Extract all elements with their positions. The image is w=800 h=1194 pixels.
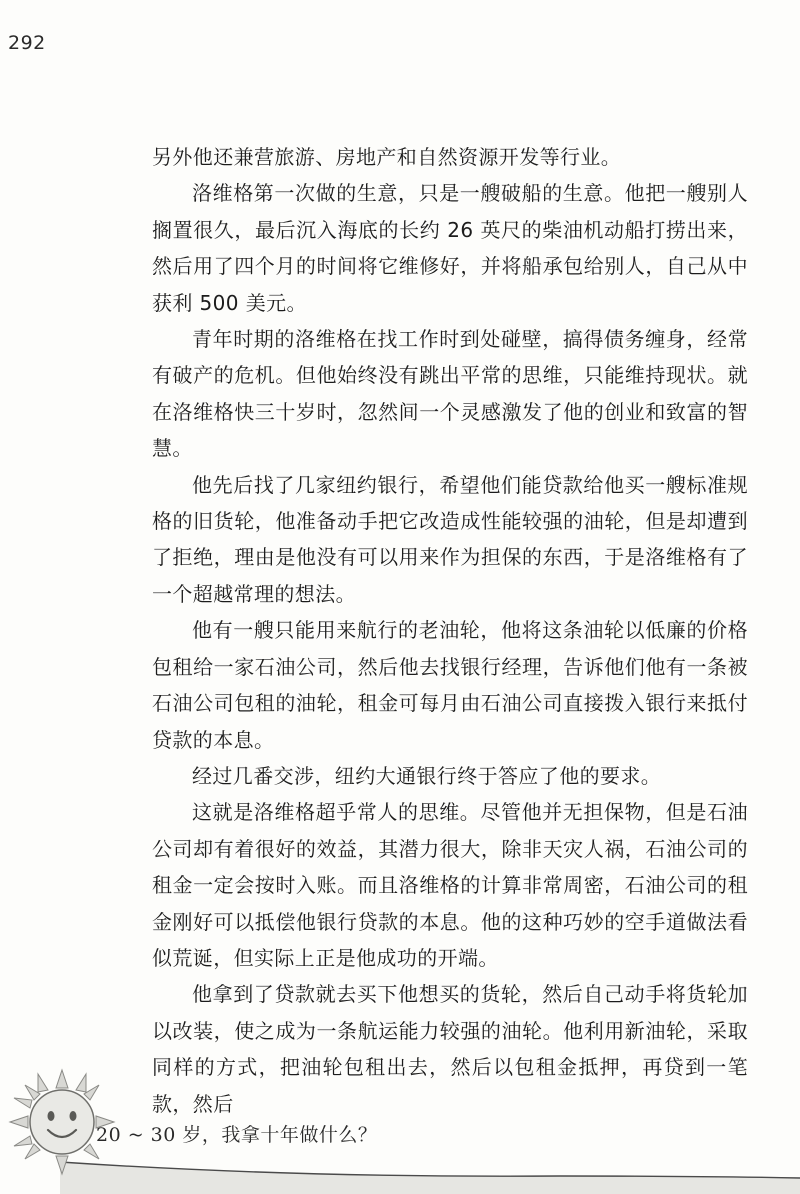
page-number: 292 <box>8 32 46 54</box>
paragraph: 青年时期的洛维格在找工作时到处碰壁，搞得债务缠身，经常有破产的危机。但他始终没有跳出平常的思维，只能维持现状。就在洛维格快三十岁时，忽然间一个灵感激发了他的创业和致富的智慧。 <box>152 327 748 461</box>
body-text <box>152 139 748 1122</box>
paragraph: 他先后找了几家纽约银行，希望他们能贷款给他买一艘标准规格的旧货轮，他准备动手把它改造成性能较强的油轮，但是却遭到了拒绝，理由是他没有可以用来作为担保的东西，于是洛维格有了一个超越常理的想法。 <box>152 472 748 606</box>
footer-divider <box>0 1148 800 1194</box>
paragraph: 另外他还兼营旅游、房地产和自然资源开发等行业。 <box>152 145 622 169</box>
paragraph: 洛维格第一次做的生意，只是一艘破船的生意。他把一艘别人搁置很久，最后沉入海底的长约 26 英尺的柴油机动船打捞出来，然后用了四个月的时间将它维修好，并将船承包给别人，自己从中获利 500 美元。 <box>152 181 748 315</box>
footer-book-title: 20 ~ 30 岁，我拿十年做什么？ <box>96 1124 378 1146</box>
paragraph: 他拿到了贷款就去买下他想买的货轮，然后自己动手将货轮加以改装，使之成为一条航运能力较强的油轮。他利用新油轮，采取同样的方式，把油轮包租出去，然后以包租金抵押，再贷到一笔款，然后 <box>152 982 748 1116</box>
paragraph: 经过几番交涉，纽约大通银行终于答应了他的要求。 <box>192 763 662 788</box>
paragraph: 他有一艘只能用来航行的老油轮，他将这条油轮以低廉的价格包租给一家石油公司，然后他去找银行经理，告诉他们他有一条被石油公司包租的油轮，租金可每月由石油公司直接拨入银行来抵付贷款的本息。 <box>152 618 748 752</box>
paragraph: 这就是洛维格超乎常人的思维。尽管他并无担保物，但是石油公司却有着很好的效益，其潜力很大，除非天灾人祸，石油公司的租金一定会按时入账。而且洛维格的计算非常周密，石油公司的租金刚好可以抵偿他银行贷款的本息。他的这种巧妙的空手道做法看似荒诞，但实际上正是他成功的开端。 <box>152 800 748 970</box>
